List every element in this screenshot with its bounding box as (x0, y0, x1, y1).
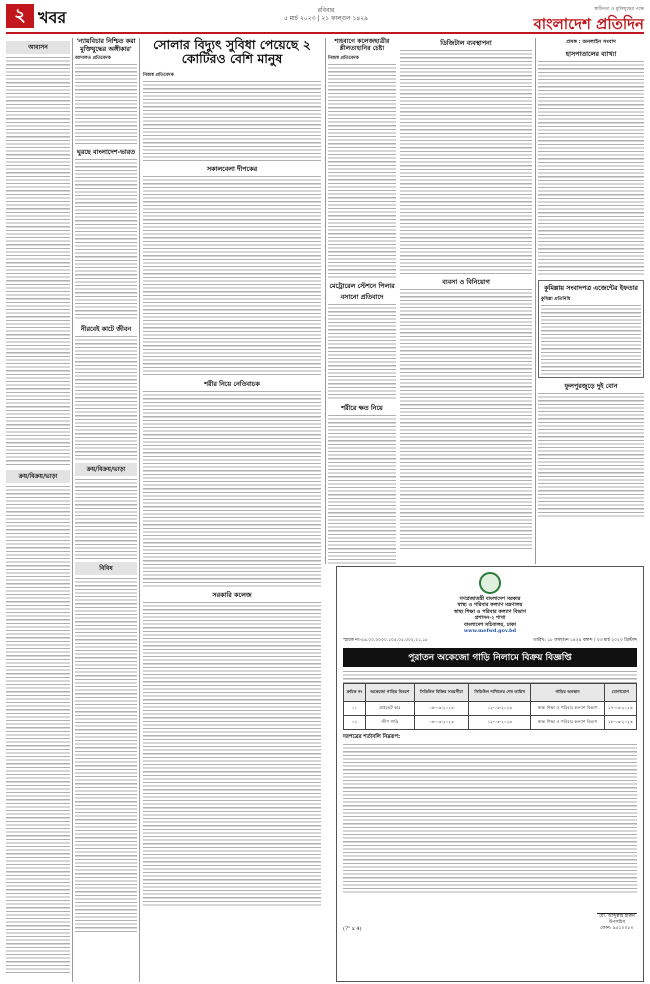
masthead (6, 4, 644, 34)
column-rule (325, 38, 326, 564)
lead-story-header (143, 38, 321, 66)
ad-header-line: স্বাস্থ্য ও পরিবার কল্যাণ মন্ত্রণালয় (457, 602, 523, 609)
classified-text-block (6, 486, 70, 974)
table-header: ক্রমিক নং (344, 684, 366, 702)
table-row (344, 716, 637, 730)
ad-header (343, 596, 637, 634)
story-headline: ডিজিটাল ব্যবস্থাপনা (440, 39, 492, 47)
ad-header-line: স্বাস্থ্য শিক্ষা ও পরিবার কল্যাণ বিভাগ (454, 608, 526, 615)
classified-heading: আবাসন (6, 41, 70, 54)
news-column-5 (538, 38, 644, 519)
story-body (538, 393, 644, 519)
story-headline: কুমিল্লায় সংবাদপত্র এজেন্টের ইফতার (544, 284, 638, 292)
classified-category: ক্রয়/বিক্রয়/ভাড়া (6, 470, 70, 483)
news-column-2 (75, 38, 137, 934)
table-cell: ০২ (344, 716, 366, 730)
news-column-4 (400, 38, 532, 549)
story-headline: ঘুরছে বাংলাদেশ-ভারত (76, 148, 136, 157)
table-header: অকেজো গাড়ির বিবরণ (365, 684, 414, 702)
brand-name: বাংলাদেশ প্রতিদিন (533, 15, 644, 33)
table-cell: স্বাস্থ্য শিক্ষা ও পরিবার কল্যাণ বিভাগ (531, 716, 604, 730)
lead-subhead: সরকারি কলেজ (212, 591, 252, 599)
table-cell: ২৭-০৩-২০২৩ (604, 702, 636, 716)
lead-byline: নিজস্ব প্রতিবেদক (143, 73, 174, 78)
table-cell: ০১ (344, 702, 366, 716)
story-headline: শাহবাগে কলেজছাত্রীর শ্লীলতাহানির চেষ্টা (334, 38, 390, 53)
story-body (143, 391, 321, 587)
ad-title: পুরাতন অকেজো গাড়ি নিলামে বিক্রয় বিজ্ঞপ্তি (343, 648, 637, 667)
ad-size-note: (7" x 4) (343, 926, 362, 933)
table-cell: স্বাস্থ্য শিক্ষা ও পরিবার কল্যাণ বিভাগ (531, 702, 604, 716)
table-header: সিডিউল বিক্রির সময়সীমা (414, 684, 468, 702)
story-body (328, 64, 396, 278)
ad-signer: মো. আব্দুল্লাহ হারুন (599, 914, 635, 920)
table-header-row (344, 684, 637, 702)
story-body (400, 289, 532, 549)
story-byline: নিজস্ব প্রতিবেদক (328, 55, 359, 61)
ad-auction-table (343, 683, 637, 730)
story-headline: ব্যবসা ও বিনিয়োগ (442, 278, 490, 286)
story-headline: ফুলপুরজুড়ে দুই বোন (564, 382, 618, 390)
column-rule (139, 38, 140, 982)
ad-header-line: বাংলাদেশ সচিবালয়, ঢাকা (464, 621, 516, 628)
classified-text-block (75, 578, 137, 934)
ad-terms-body (343, 744, 637, 894)
story-kicker: প্রসঙ্গ : অনলাইন সংবাদ (566, 39, 616, 45)
table-header: যোগাযোগ (604, 684, 636, 702)
section-title: খবর (38, 8, 67, 27)
story-body (143, 176, 321, 376)
story-body (75, 159, 137, 321)
date-line: ৫ মার্চ ২০২৩ | ২১ ফাল্গুন ১৪২৯ (283, 15, 369, 22)
table-cell: ২৮-০৩-২০২৩ (604, 716, 636, 730)
table-cell: ০৬-০৩-২০২৩ (414, 716, 468, 730)
ad-header-line: গণপ্রজাতন্ত্রী বাংলাদেশ সরকার (459, 596, 521, 602)
ad-signature-block (597, 898, 637, 932)
news-column-3 (328, 38, 396, 565)
government-seal-icon (479, 572, 501, 594)
table-cell: জীপ গাড়ি (365, 716, 414, 730)
government-notice-ad (336, 566, 644, 982)
story-byline: আদালত প্রতিবেদক (75, 56, 111, 62)
story-headline: হাসপাতালের ব্যাখ্যা (565, 50, 617, 58)
boxed-story (538, 280, 644, 378)
brand-logo (533, 6, 644, 38)
column-rule (535, 38, 536, 564)
ad-footer (343, 898, 637, 932)
table-cell: প্রাইভেট কার (365, 702, 414, 716)
ad-website: www.mefwd.gov.bd (463, 628, 517, 635)
story-byline: কুমিল্লা প্রতিনিধি (541, 297, 571, 302)
lead-headline: সোলার বিদ্যুৎ সুবিধা পেয়েছে ২ কোটিরও বেশি মানুষ (153, 37, 311, 66)
table-cell: ০৬-০৩-২০২৩ (414, 702, 468, 716)
table-cell: ১২-০৩-২০২৩ (468, 702, 531, 716)
lead-story (143, 70, 321, 906)
table-header: গাড়ির অবস্থান (531, 684, 604, 702)
story-body (143, 602, 321, 906)
ad-signer-phone: ফোন: ৯৫১০০৮০ (600, 926, 634, 932)
page-number: ২ (6, 4, 34, 28)
day-label: রবিবার (317, 7, 335, 14)
classified-text-block (6, 57, 70, 467)
brand-tagline: স্বাধীনতা ও মুক্তিযুদ্ধের পক্ষে (594, 7, 644, 12)
classified-category: বিবিধ (75, 562, 137, 575)
ad-header-line: প্রশাসন-২ শাখা (474, 615, 506, 622)
story-body (328, 415, 396, 565)
story-headline: মেট্রোরেল স্টেশনে পিলার বসানো প্রতিবাদে (329, 281, 395, 301)
story-body (328, 304, 396, 400)
ad-date: তারিখ: ১৮ ফাল্গুন ১৪২৯ বঙ্গাব্দ / ০৩ মার্চ ২০২৩ খ্রিস্টাব্দ (533, 638, 637, 644)
table-header: সিডিউল দাখিলের শেষ তারিখ (468, 684, 531, 702)
lead-subhead: শরীর নিয়ে নেতিবাচক (204, 380, 260, 388)
story-body (143, 81, 321, 161)
date-box (226, 7, 426, 23)
ad-terms-heading: দরপত্রের শর্তাবলি নিম্নরূপ: (343, 734, 401, 741)
story-body (75, 64, 137, 144)
story-headline: শরীরে ক্ষত নিয়ে (341, 403, 383, 412)
story-body (75, 336, 137, 460)
signature-icon (597, 898, 637, 914)
table-row (344, 702, 637, 716)
ad-memo: স্মারক নং-৫৯.০০.০০০০.১০৫.০৫.০০২.২১.১৮ (343, 638, 428, 644)
story-headline: 'ন্যায়বিচার নিশ্চিত করা মুক্তিযুদ্ধের অঙ্গীকার' (76, 37, 136, 53)
classified-text-block (75, 479, 137, 559)
table-cell: ১২-০৩-২০২৩ (468, 716, 531, 730)
story-body (541, 305, 641, 375)
story-headline: নীরবেই কাটে জীবন (80, 325, 132, 334)
ad-memo-row (343, 637, 637, 644)
classifieds-column (6, 38, 70, 974)
column-rule (72, 38, 73, 982)
story-body (400, 50, 532, 274)
lead-subhead: সকালবেলা দীপকের (206, 165, 258, 173)
ad-intro-text (343, 671, 637, 683)
classified-category: ক্রয়/বিক্রয়/ভাড়া (75, 463, 137, 476)
ad-signer-title: উপসচিব (608, 920, 626, 926)
story-body (538, 61, 644, 277)
